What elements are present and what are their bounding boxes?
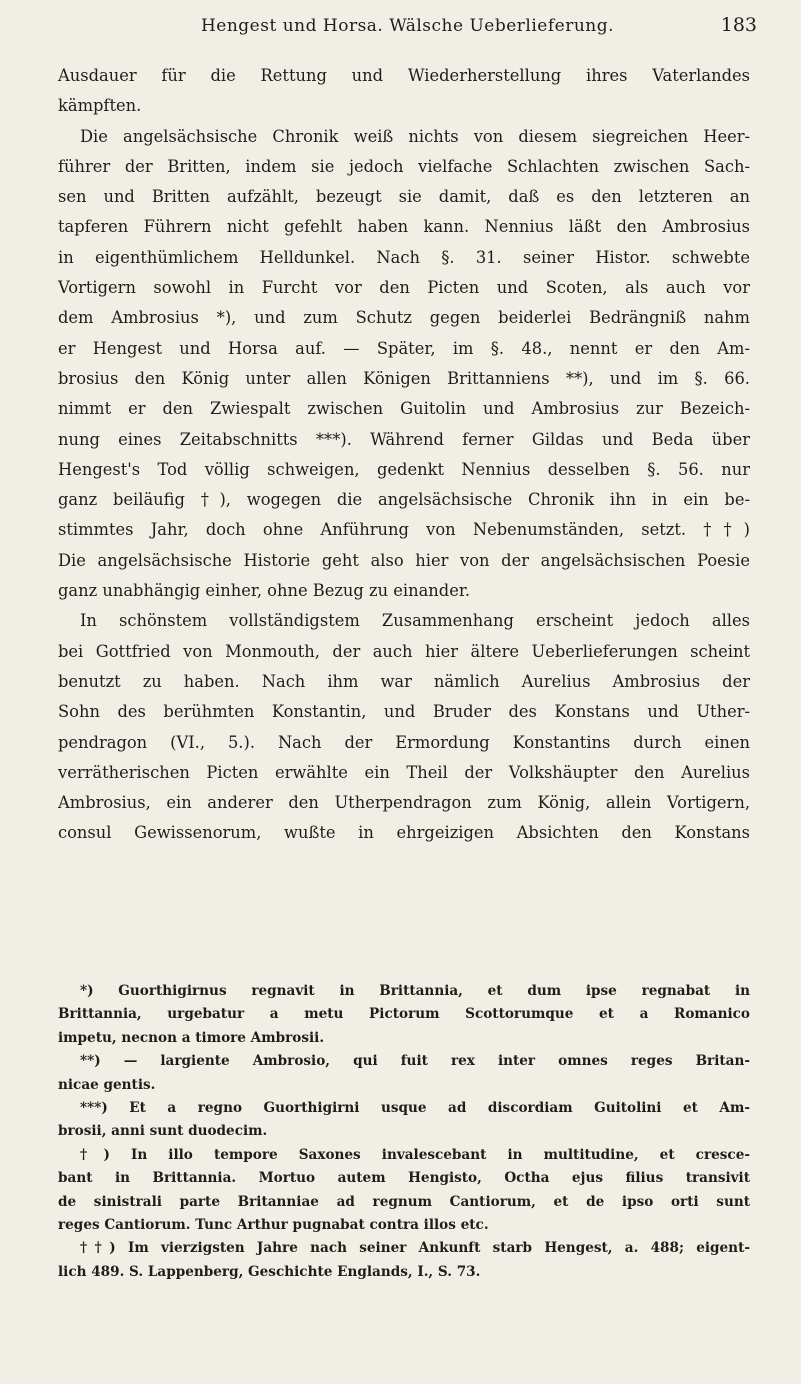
text-line: Ausdauer für die Rettung und Wiederherstellung ihres Vaterlandes [58,66,750,85]
text-line: ganz beiläufig †), wogegen die angelsächsische Chronik ihn in ein be- [58,490,750,510]
text-line: Vortigern sowohl in Furcht vor den Picten und Scoten, als auch vor [58,278,750,298]
footnotes [58,980,750,1284]
footnote-line: reges Cantiorum. Tunc Arthur pugnabat contra illos etc. [58,1216,489,1233]
text-line: in eigenthümlichem Helldunkel. Nach §. 31. seiner Histor. schwebte [58,247,750,267]
text-line: consul Gewissenorum, wußte in ehrgeizigen Absichten den Konstans [58,823,750,843]
footnote-line: nicae gentis. [58,1076,156,1093]
text-line: Sohn des berühmten Konstantin, und Bruder des Konstans und Uther- [58,702,750,722]
footnote-line: lich 489. S. Lappenberg, Geschichte Englands, I., S. 73. [58,1263,481,1280]
text-line: In schönstem vollständigstem Zusammenhang erscheint jedoch alles [80,611,750,631]
text-line: benutzt zu haben. Nach ihm war nämlich Aurelius Ambrosius der [58,671,750,691]
text-line: brosius den König unter allen Königen Brittanniens **), und im §. 66. [58,368,750,388]
footnote-line: †) In illo tempore Saxones invalescebant in multitudine, et cresce- [80,1146,750,1163]
running-title: Hengest und Horsa. Wälsche Ueberlieferung. [200,16,615,36]
text-line: dem Ambrosius *), und zum Schutz gegen beiderlei Bedrängniß nahm [58,308,750,328]
footnote-line: impetu, necnon a timore Ambrosii. [58,1029,325,1046]
footnote-line: de sinistrali parte Britanniae ad regnum Cantiorum, et de ipso orti sunt [58,1193,750,1210]
text-line: ganz unabhängig einher, ohne Bezug zu einander. [58,581,470,601]
text-line: nimmt er den Zwiespalt zwischen Guitolin und Ambrosius zur Bezeich- [58,399,750,419]
text-line: verrätherischen Picten erwählte ein Theil der Volkshäupter den Aurelius [58,762,750,782]
text-line: sen und Britten aufzählt, bezeugt sie damit, daß es den letzteren an [58,187,750,207]
text-line: führer der Britten, indem sie jedoch vielfache Schlachten zwischen Sach- [58,156,750,176]
footnote-line: bant in Brittannia. Mortuo autem Hengisto, Octha ejus filius transivit [58,1170,750,1187]
text-line: bei Gottfried von Monmouth, der auch hier ältere Ueberlieferungen scheint [58,641,750,661]
footnote-line: Brittannia, urgebatur a metu Pictorum Scottorumque et a Romanico [58,1006,750,1023]
main-text [58,61,750,849]
text-line: pendragon (VI., 5.). Nach der Ermordung Konstantins durch einen [58,732,750,752]
text-line: kämpften. [58,96,142,116]
footnote-line: ††) Im vierzigsten Jahre nach seiner Ankunft starb Hengest, a. 488; eigent- [80,1240,750,1257]
text-line: Die angelsächsische Historie geht also hier von der angelsächsischen Poesie [58,550,750,570]
footnote-line: brosii, anni sunt duodecim. [58,1123,268,1140]
footnote-line: *) Guorthigirnus regnavit in Brittannia, et dum ipse regnabat in [80,983,750,999]
text-line: Hengest's Tod völlig schweigen, gedenkt Nennius desselben §. 56. nur [58,459,750,479]
page-header [58,16,757,42]
text-line: tapferen Führern nicht gefehlt haben kann. Nennius läßt den Ambrosius [58,217,750,237]
footnote-line: ***) Et a regno Guorthigirni usque ad discordiam Guitolini et Am- [80,1099,750,1116]
text-line: Die angelsächsische Chronik weiß nichts von diesem siegreichen Heer- [80,126,750,146]
footnote-line: **) — largiente Ambrosio, qui fuit rex inter omnes reges Britan- [80,1053,750,1070]
text-line: er Hengest und Horsa auf. — Später, im §. 48., nennt er den Am- [58,338,750,358]
text-line: stimmtes Jahr, doch ohne Anführung von Nebenumständen, setzt. ††) [58,520,750,540]
page-number: 183 [720,14,757,36]
text-line: Ambrosius, ein anderer den Utherpendragon zum König, allein Vortigern, [58,793,750,813]
text-line: nung eines Zeitabschnitts ***). Während ferner Gildas und Beda über [58,429,750,449]
